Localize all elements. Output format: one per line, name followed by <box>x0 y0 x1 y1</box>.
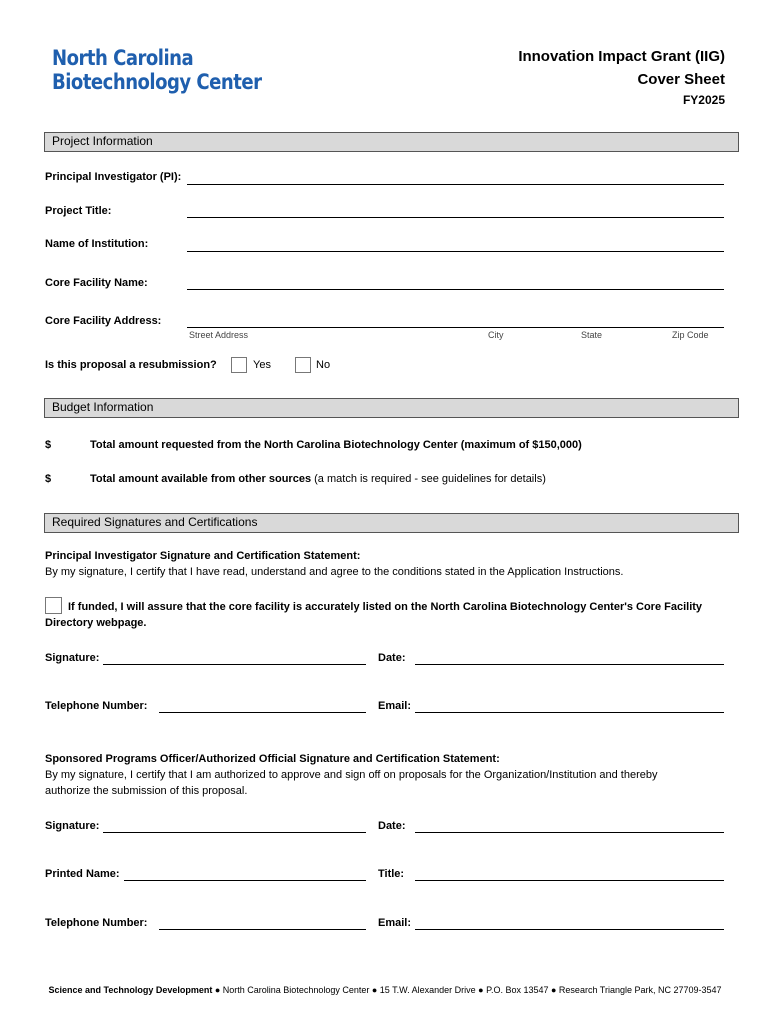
resubmission-question: Is this proposal a resubmission? <box>45 359 217 371</box>
street-address-caption: Street Address <box>189 330 249 340</box>
section-title: Required Signatures and Certifications <box>52 515 258 529</box>
pi-statement-text: By my signature, I certify that I have read, understand and agree to the conditions stated in the Application Instructions. <box>45 566 624 578</box>
core-facility-address-label: Core Facility Address: <box>45 315 162 327</box>
section-signatures <box>44 513 739 533</box>
spo-title-label: Title: <box>378 868 405 880</box>
spo-date-label: Date: <box>378 820 406 832</box>
logo-line-2: Biotechnology Center <box>52 70 262 94</box>
pi-date-field[interactable] <box>415 664 724 665</box>
core-facility-name-field[interactable] <box>187 289 724 290</box>
pi-signature-label: Signature: <box>45 652 100 664</box>
nc-biotech-logo <box>52 46 261 94</box>
spo-statement-text-2: authorize the submission of this proposal. <box>45 785 248 797</box>
spo-signature-label: Signature: <box>45 820 100 832</box>
fiscal-year: FY2025 <box>682 93 725 107</box>
core-facility-address-field[interactable] <box>187 327 724 328</box>
zip-code-caption: Zip Code <box>672 330 709 340</box>
spo-title-field[interactable] <box>415 880 724 881</box>
spo-date-field[interactable] <box>415 832 724 833</box>
dollar-sign: $ <box>45 473 52 485</box>
amount-requested-label: Total amount requested from the North Carolina Biotechnology Center (maximum of $150,000) <box>90 439 582 451</box>
institution-label: Name of Institution: <box>45 238 149 250</box>
footer-address: ● North Carolina Biotechnology Center ● 15 T.W. Alexander Drive ● P.O. Box 13547 ● Research Triangle Park, NC 27709-3547 <box>212 985 722 995</box>
assurance-text-line-1: If funded, I will assure that the core facility is accurately listed on the North Carolina Biotechnology Center's Core Facility <box>68 601 703 613</box>
institution-field[interactable] <box>187 251 724 252</box>
pi-date-label: Date: <box>378 652 406 664</box>
pi-signature-field[interactable] <box>103 664 366 665</box>
pi-field[interactable] <box>187 184 724 185</box>
spo-statement-text-1: By my signature, I certify that I am authorized to approve and sign off on proposals for the Organization/Institution and thereby <box>45 769 658 781</box>
spo-telephone-field[interactable] <box>159 929 366 930</box>
no-label: No <box>316 359 331 371</box>
printed-name-field[interactable] <box>124 880 366 881</box>
pi-email-label: Email: <box>378 700 412 712</box>
match-note: (a match is required - see guidelines for details) <box>314 473 546 485</box>
pi-email-field[interactable] <box>415 712 724 713</box>
project-title-label: Project Title: <box>45 205 112 217</box>
spo-signature-field[interactable] <box>103 832 366 833</box>
dollar-sign: $ <box>45 439 52 451</box>
form-title: Innovation Impact Grant (IIG) <box>518 48 725 65</box>
pi-statement-heading: Principal Investigator Signature and Certification Statement: <box>45 550 361 562</box>
spo-email-field[interactable] <box>415 929 724 930</box>
section-budget-information <box>44 398 739 418</box>
section-project-information <box>44 132 739 152</box>
form-subtitle: Cover Sheet <box>637 71 725 88</box>
yes-label: Yes <box>253 359 271 371</box>
other-sources-label <box>90 473 546 485</box>
core-facility-assurance-checkbox[interactable] <box>45 597 62 614</box>
section-title: Budget Information <box>52 400 154 414</box>
assurance-text-line-2: Directory webpage. <box>45 617 147 629</box>
pi-telephone-field[interactable] <box>159 712 366 713</box>
city-caption: City <box>488 330 504 340</box>
spo-statement-heading: Sponsored Programs Officer/Authorized Official Signature and Certification Statement: <box>45 753 500 765</box>
footer-department: Science and Technology Development <box>48 985 213 995</box>
state-caption: State <box>581 330 603 340</box>
printed-name-label: Printed Name: <box>45 868 120 880</box>
spo-telephone-label: Telephone Number: <box>45 917 148 929</box>
pi-telephone-label: Telephone Number: <box>45 700 148 712</box>
section-title: Project Information <box>52 134 153 148</box>
pi-label: Principal Investigator (PI): <box>45 171 182 183</box>
logo-line-1: North Carolina <box>52 46 194 70</box>
resubmission-no-checkbox[interactable] <box>295 357 311 373</box>
other-sources-text: Total amount available from other sources <box>90 473 312 485</box>
resubmission-yes-checkbox[interactable] <box>231 357 247 373</box>
spo-email-label: Email: <box>378 917 412 929</box>
footer <box>0 985 770 995</box>
core-facility-name-label: Core Facility Name: <box>45 277 148 289</box>
project-title-field[interactable] <box>187 217 724 218</box>
